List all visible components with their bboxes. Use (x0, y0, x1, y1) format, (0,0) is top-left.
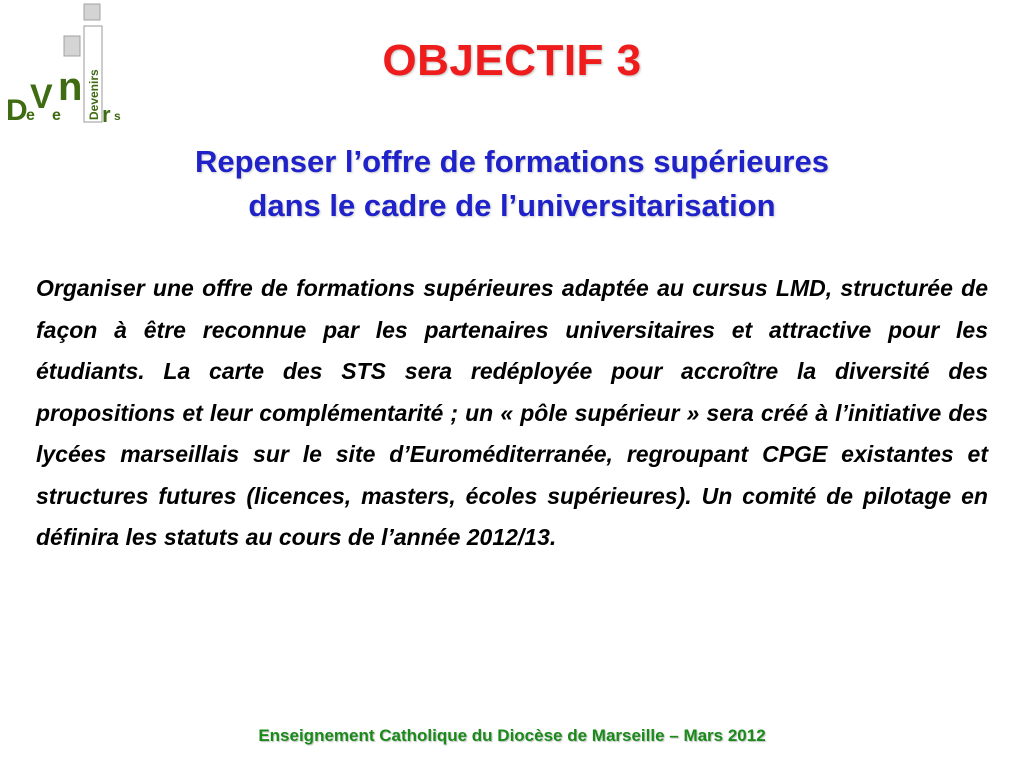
body-paragraph: Organiser une offre de formations supérieures adaptée au cursus LMD, structurée de façon à être reconnue par les partenaires universitaires et attractive pour les étudiants. La carte des STS sera redéployée pour accroître la diversité des propositions et leur complémentarité ; un « pôle supérieur » sera créé à l’initiative des lycées marseillais sur le site d’Euroméditerranée, regroupant CPGE existantes et structures futures (licences, masters, écoles supérieures). Un comité de pilotage en définira les statuts au cours de l’année 2012/13. (36, 275, 988, 550)
slide-title: OBJECTIF 3 (382, 36, 642, 85)
svg-text:r: r (102, 102, 111, 127)
svg-text:e: e (52, 107, 61, 124)
subtitle-line-2: dans le cadre de l’universitarisation (248, 188, 776, 223)
footer-text: Enseignement Catholique du Diocèse de Marseille – Mars 2012 (258, 726, 766, 745)
svg-text:e: e (26, 107, 35, 124)
svg-text:V: V (30, 78, 53, 116)
svg-text:D: D (6, 94, 28, 127)
slide-subtitle (0, 140, 1024, 228)
svg-text:Devenirs: Devenirs (87, 69, 101, 120)
svg-text:n: n (58, 65, 83, 109)
svg-text:s: s (114, 109, 121, 123)
subtitle-line-1: Repenser l’offre de formations supérieures (195, 144, 829, 179)
